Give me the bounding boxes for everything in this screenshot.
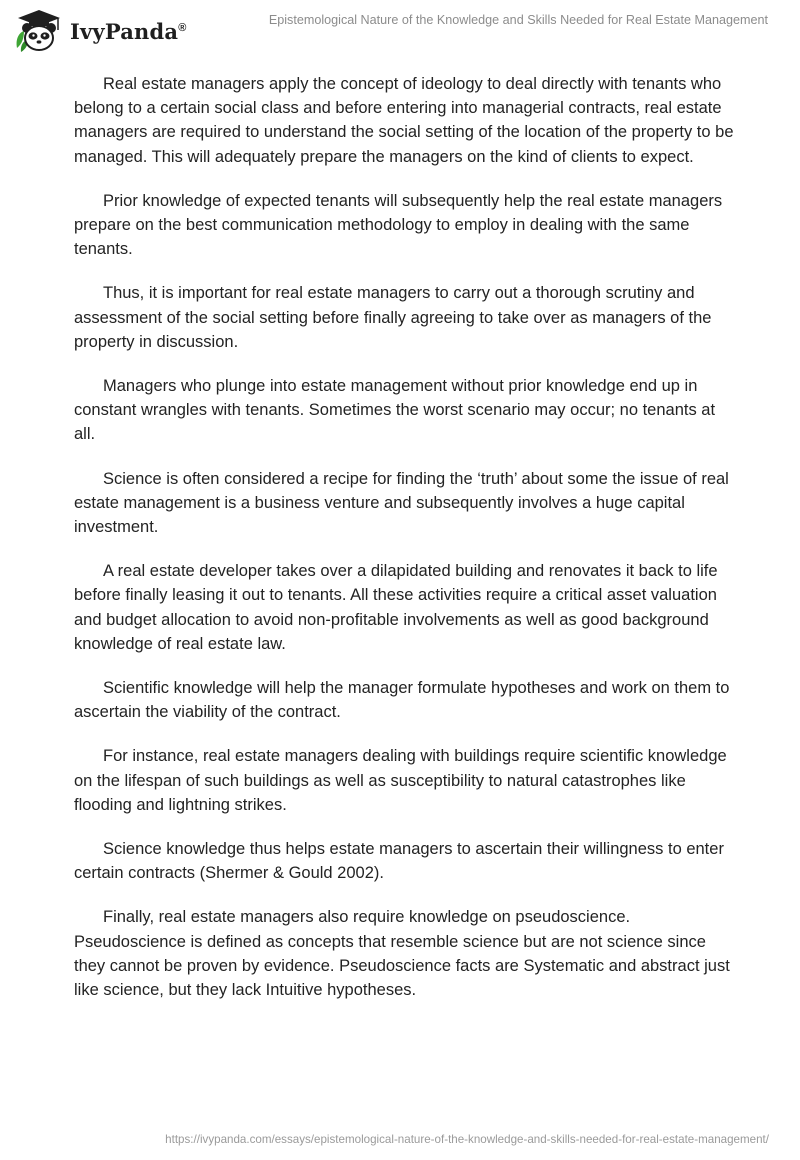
logo-wordmark [70,19,187,44]
registered-mark: ® [178,21,187,34]
paragraph: A real estate developer takes over a dilapidated building and renovates it back to life before finally leasing it out to tenants. All these activities require a critical asset valuation and budget allocation to avoid non-profitable involvements as well as good background knowledge of real estate law. [74,562,718,653]
paragraph: For instance, real estate managers dealing with buildings require scientific knowledge on the lifespan of such buildings as well as susceptibility to natural catastrophes like flooding and lightning strikes. [74,747,727,814]
paragraph: Prior knowledge of expected tenants will subsequently help the real estate managers prepare on the best communication methodology to employ in dealing with the same tenants. [74,191,723,259]
paragraph: Managers who plunge into estate management without prior knowledge end up in constant wrangles with tenants. Sometimes the worst scenario may occur; no tenants at all. [74,377,716,444]
ivypanda-logo[interactable] [14,8,187,54]
panda-graduate-icon [14,8,64,54]
logo-text: IvyPanda [70,18,179,44]
document-title: Epistemological Nature of the Knowledge and Skills Needed for Real Estate Management [268,13,768,27]
source-url[interactable]: https://ivypanda.com/essays/epistemological-nature-of-the-knowledge-and-skills-needed-for-real-estate-management/ [165,1133,769,1146]
paragraph: Scientific knowledge will help the manager formulate hypotheses and work on them to ascertain the viability of the contract. [74,679,730,722]
paragraph: Thus, it is important for real estate managers to carry out a thorough scrutiny and assessment of the social setting before finally agreeing to take over as managers of the property in discussion. [74,284,712,351]
paragraph: Finally, real estate managers also require knowledge on pseudoscience. Pseudoscience is defined as concepts that resemble science but are not science since they cannot be proven by evidence. Pseudoscience facts are Systematic and abstract just like science, but they lack Intuitive hypotheses. [74,908,730,1000]
paragraph: Science is often considered a recipe for finding the ‘truth’ about some the issue of real estate management is a business venture and subsequently involves a huge capital investment. [74,469,729,537]
paragraph: Real estate managers apply the concept of ideology to deal directly with tenants who belong to a certain social class and before entering into managerial contracts, real estate managers are required to understand the social setting of the location of the property to be managed. This will adequately prepare the managers on the kind of clients to expect. [74,75,734,166]
paragraph: Science knowledge thus helps estate managers to ascertain their willingness to enter certain contracts (Shermer & Gould 2002). [74,840,724,883]
essay-body [74,72,734,1022]
page-header [0,0,800,60]
